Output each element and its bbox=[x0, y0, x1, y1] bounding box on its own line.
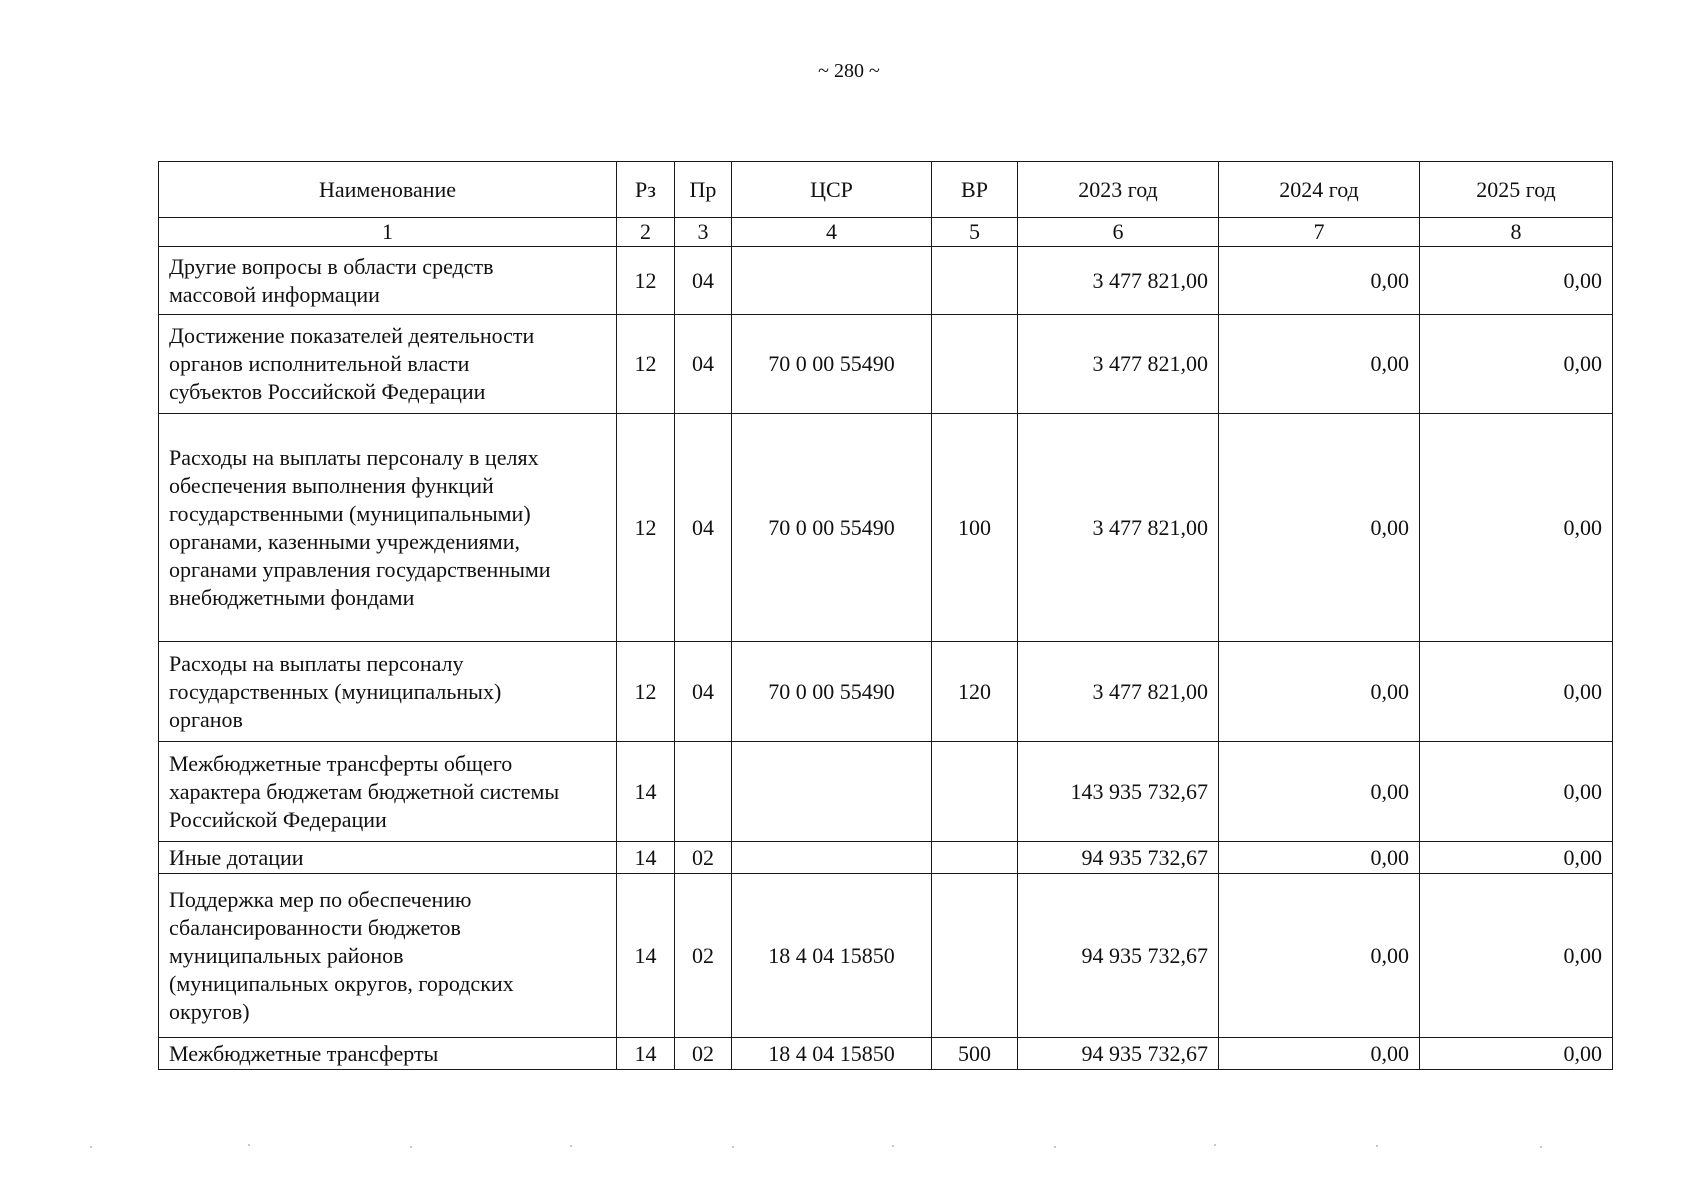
row-name bbox=[159, 1038, 617, 1070]
cell-pr: 04 bbox=[675, 642, 732, 742]
cell-rz: 14 bbox=[617, 842, 675, 874]
column-number: 2 bbox=[617, 218, 675, 247]
cell-csr: 70 0 00 55490 bbox=[732, 642, 932, 742]
row-name bbox=[159, 642, 617, 742]
header-pr: Пр bbox=[675, 162, 732, 218]
cell-csr: 70 0 00 55490 bbox=[732, 414, 932, 642]
scan-speck bbox=[248, 1144, 250, 1146]
row-name-line: округов) bbox=[169, 998, 250, 1024]
page-number: ~ 280 ~ bbox=[818, 60, 880, 82]
cell-pr bbox=[675, 742, 732, 842]
table-row bbox=[159, 247, 1613, 315]
cell-vr: 500 bbox=[932, 1038, 1018, 1070]
cell-2024: 0,00 bbox=[1219, 842, 1420, 874]
row-name bbox=[159, 315, 617, 414]
row-name-line: государственных (муниципальных) bbox=[169, 678, 502, 704]
row-name bbox=[159, 874, 617, 1038]
row-name bbox=[159, 247, 617, 315]
cell-2025: 0,00 bbox=[1420, 842, 1613, 874]
row-name-line: субъектов Российской Федерации bbox=[169, 379, 486, 404]
cell-vr bbox=[932, 874, 1018, 1038]
cell-vr: 120 bbox=[932, 642, 1018, 742]
cell-pr: 04 bbox=[675, 247, 732, 315]
table-row bbox=[159, 1038, 1613, 1070]
header-vr: ВР bbox=[932, 162, 1018, 218]
cell-2023: 3 477 821,00 bbox=[1018, 642, 1219, 742]
table-row bbox=[159, 874, 1613, 1038]
row-name-line: Российской Федерации bbox=[169, 806, 387, 832]
scan-speck bbox=[570, 1145, 572, 1147]
row-name-line: Поддержка мер по обеспечению bbox=[169, 886, 472, 912]
row-name-line: органов исполнительной власти bbox=[169, 351, 470, 376]
row-name-line: характера бюджетам бюджетной системы bbox=[169, 778, 560, 804]
cell-vr bbox=[932, 315, 1018, 414]
cell-rz: 12 bbox=[617, 247, 675, 315]
scan-speck bbox=[1214, 1144, 1216, 1146]
scan-speck bbox=[892, 1145, 894, 1147]
row-name-line: Достижение показателей деятельности bbox=[169, 323, 535, 348]
cell-2025: 0,00 bbox=[1420, 414, 1613, 642]
cell-csr bbox=[732, 842, 932, 874]
scan-speck bbox=[732, 1146, 734, 1148]
cell-vr bbox=[932, 842, 1018, 874]
cell-2023: 94 935 732,67 bbox=[1018, 1038, 1219, 1070]
cell-rz: 12 bbox=[617, 315, 675, 414]
row-name-line: массовой информации bbox=[169, 281, 380, 307]
column-number: 1 bbox=[159, 218, 617, 247]
row-name-line: Иные дотации bbox=[169, 844, 304, 870]
header-row bbox=[159, 162, 1613, 218]
column-number: 5 bbox=[932, 218, 1018, 247]
cell-2024: 0,00 bbox=[1219, 642, 1420, 742]
row-name-line: органами управления государственными bbox=[169, 556, 551, 582]
row-name-line: (муниципальных округов, городских bbox=[169, 970, 514, 996]
row-name-line: Межбюджетные трансферты bbox=[169, 1040, 439, 1066]
cell-vr: 100 bbox=[932, 414, 1018, 642]
scan-speck bbox=[410, 1146, 412, 1148]
column-number: 7 bbox=[1219, 218, 1420, 247]
row-name-line: государственными (муниципальными) bbox=[169, 500, 531, 526]
cell-vr bbox=[932, 247, 1018, 315]
cell-2024: 0,00 bbox=[1219, 315, 1420, 414]
row-name-line: муниципальных районов bbox=[169, 942, 404, 968]
cell-vr bbox=[932, 742, 1018, 842]
table-row bbox=[159, 842, 1613, 874]
cell-rz: 14 bbox=[617, 874, 675, 1038]
scan-speck bbox=[1376, 1145, 1378, 1147]
cell-2023: 94 935 732,67 bbox=[1018, 842, 1219, 874]
cell-2024: 0,00 bbox=[1219, 1038, 1420, 1070]
cell-2025: 0,00 bbox=[1420, 315, 1613, 414]
scan-speck bbox=[90, 1146, 92, 1148]
cell-2023: 94 935 732,67 bbox=[1018, 874, 1219, 1038]
table-row bbox=[159, 414, 1613, 642]
row-name bbox=[159, 414, 617, 642]
cell-pr: 02 bbox=[675, 874, 732, 1038]
row-name-line: обеспечения выполнения функций bbox=[169, 472, 494, 498]
column-number: 3 bbox=[675, 218, 732, 247]
table-row bbox=[159, 315, 1613, 414]
row-name-line: внебюджетными фондами bbox=[169, 584, 415, 610]
cell-rz: 12 bbox=[617, 642, 675, 742]
cell-rz: 14 bbox=[617, 1038, 675, 1070]
table-row bbox=[159, 742, 1613, 842]
cell-2023: 3 477 821,00 bbox=[1018, 315, 1219, 414]
header-2023: 2023 год bbox=[1018, 162, 1219, 218]
cell-rz: 14 bbox=[617, 742, 675, 842]
cell-2024: 0,00 bbox=[1219, 874, 1420, 1038]
row-name bbox=[159, 842, 617, 874]
scan-speck bbox=[1054, 1146, 1056, 1148]
column-number: 6 bbox=[1018, 218, 1219, 247]
budget-table bbox=[158, 161, 1613, 1070]
cell-2024: 0,00 bbox=[1219, 247, 1420, 315]
cell-csr bbox=[732, 247, 932, 315]
header-rz: Рз bbox=[617, 162, 675, 218]
header-2025: 2025 год bbox=[1420, 162, 1613, 218]
header-csr: ЦСР bbox=[732, 162, 932, 218]
header-2024: 2024 год bbox=[1219, 162, 1420, 218]
cell-2023: 3 477 821,00 bbox=[1018, 247, 1219, 315]
row-name-line: сбалансированности бюджетов bbox=[169, 914, 461, 940]
row-name-line: Межбюджетные трансферты общего bbox=[169, 750, 513, 776]
row-name-line: Другие вопросы в области средств bbox=[169, 253, 494, 279]
cell-2025: 0,00 bbox=[1420, 874, 1613, 1038]
cell-2023: 3 477 821,00 bbox=[1018, 414, 1219, 642]
row-name-line: Расходы на выплаты персоналу в целях bbox=[169, 444, 539, 470]
row-name-line: органами, казенными учреждениями, bbox=[169, 528, 520, 554]
cell-2023: 143 935 732,67 bbox=[1018, 742, 1219, 842]
cell-pr: 04 bbox=[675, 414, 732, 642]
cell-2025: 0,00 bbox=[1420, 1038, 1613, 1070]
cell-csr: 18 4 04 15850 bbox=[732, 1038, 932, 1070]
cell-pr: 02 bbox=[675, 1038, 732, 1070]
row-name-line: Расходы на выплаты персоналу bbox=[169, 650, 464, 676]
cell-csr bbox=[732, 742, 932, 842]
cell-2025: 0,00 bbox=[1420, 247, 1613, 315]
header-name: Наименование bbox=[159, 162, 617, 218]
scan-speck bbox=[1540, 1146, 1542, 1148]
cell-2024: 0,00 bbox=[1219, 742, 1420, 842]
cell-2024: 0,00 bbox=[1219, 414, 1420, 642]
cell-csr: 18 4 04 15850 bbox=[732, 874, 932, 1038]
column-number-row bbox=[159, 218, 1613, 247]
cell-rz: 12 bbox=[617, 414, 675, 642]
column-number: 4 bbox=[732, 218, 932, 247]
row-name bbox=[159, 742, 617, 842]
cell-2025: 0,00 bbox=[1420, 742, 1613, 842]
cell-csr: 70 0 00 55490 bbox=[732, 315, 932, 414]
cell-pr: 02 bbox=[675, 842, 732, 874]
cell-pr: 04 bbox=[675, 315, 732, 414]
row-name-line: органов bbox=[169, 706, 243, 732]
table-row bbox=[159, 642, 1613, 742]
cell-2025: 0,00 bbox=[1420, 642, 1613, 742]
column-number: 8 bbox=[1420, 218, 1613, 247]
